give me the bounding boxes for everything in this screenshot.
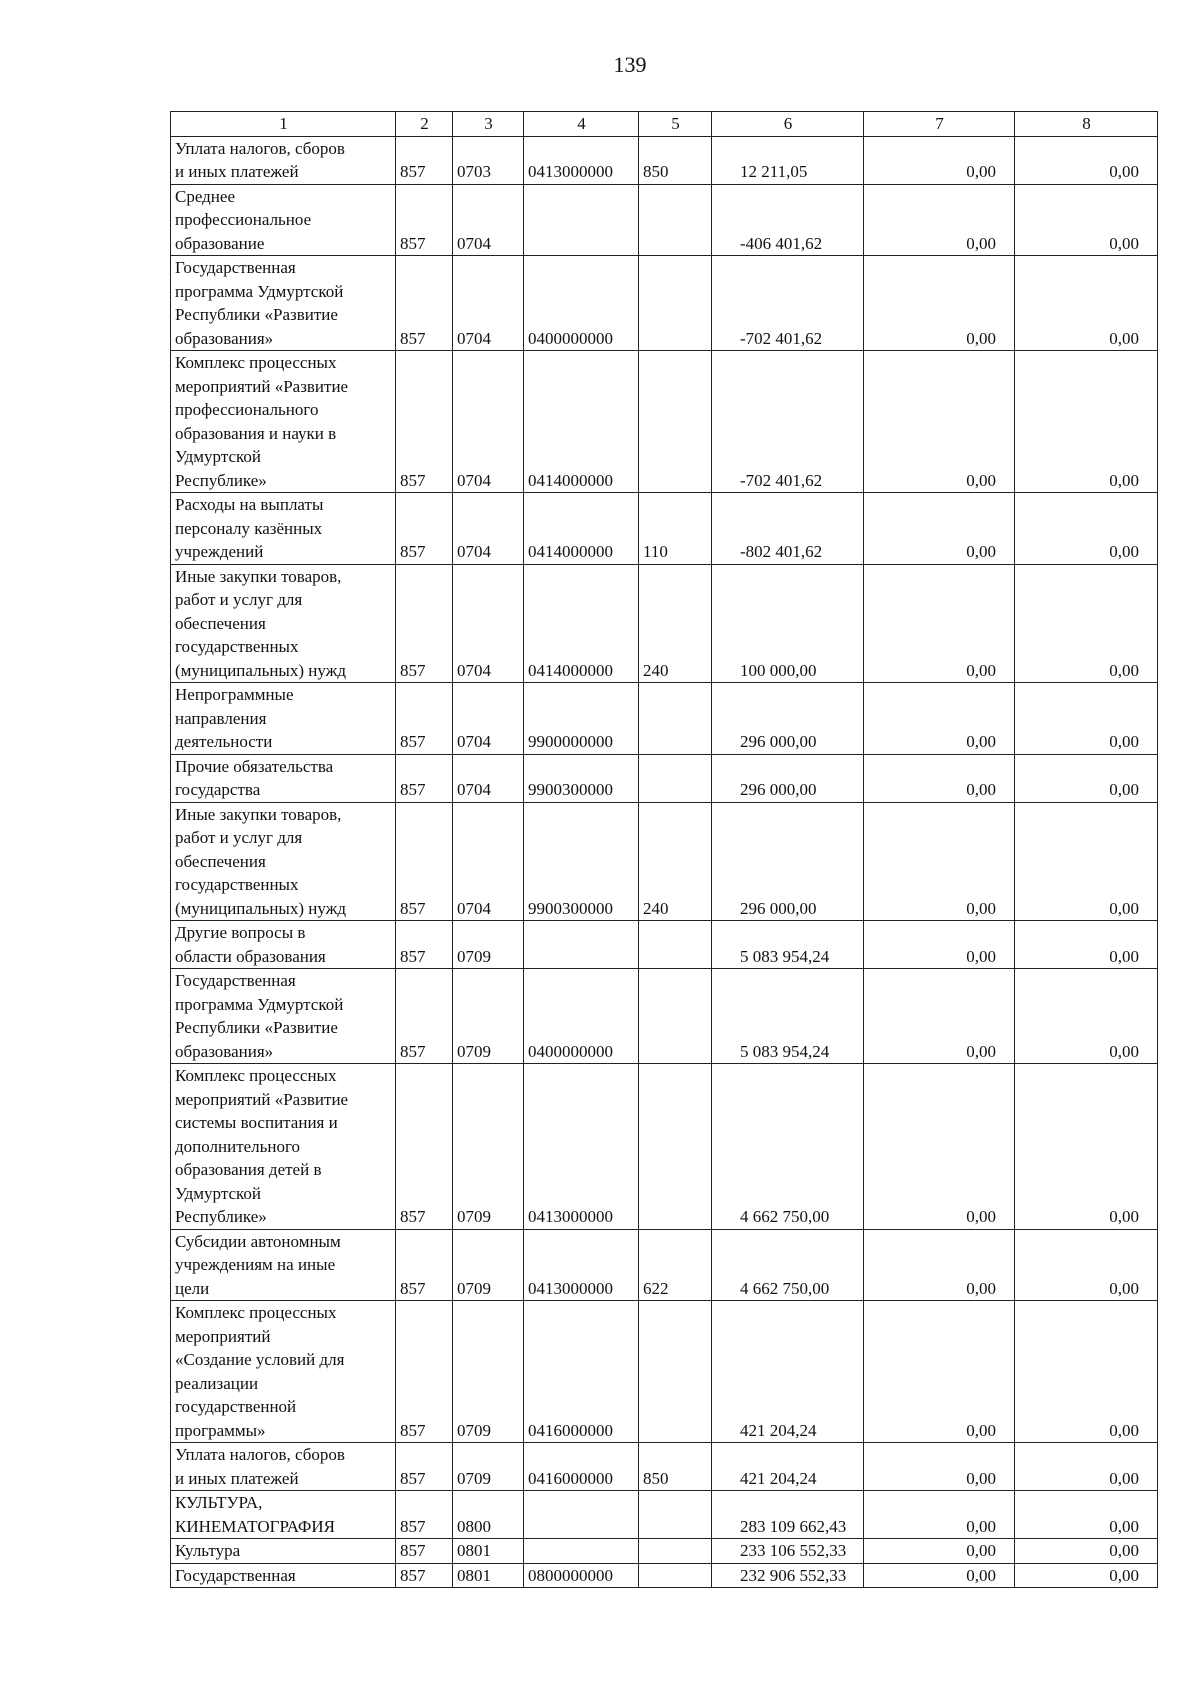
amount-col7: 0,00	[864, 969, 1015, 1064]
table-row	[171, 256, 1158, 351]
row-name-line: профессионального	[175, 400, 319, 419]
ved-code: 857	[396, 1491, 453, 1539]
amount-col8: 0,00	[1015, 184, 1158, 256]
table-row	[171, 1563, 1158, 1588]
section-code: 0704	[453, 256, 524, 351]
ved-code: 857	[396, 1563, 453, 1588]
row-name	[171, 1229, 396, 1301]
amount-col6: 100 000,00	[712, 564, 864, 683]
row-name-line: Удмуртской	[175, 1183, 262, 1203]
target-article-code: 0400000000	[524, 256, 639, 351]
section-code: 0704	[453, 754, 524, 802]
target-article-code: 0416000000	[524, 1443, 639, 1491]
header-cell: 5	[639, 112, 712, 137]
expense-type-code	[639, 683, 712, 755]
amount-col6: 283 109 662,43	[712, 1491, 864, 1539]
row-name-line: обеспечения	[175, 851, 266, 871]
row-name-line: (муниципальных) нужд	[175, 660, 347, 680]
row-name-line: работ и услуг для	[175, 828, 303, 847]
expense-type-code: 850	[639, 136, 712, 184]
table-row	[171, 969, 1158, 1064]
amount-col8: 0,00	[1015, 351, 1158, 493]
section-code: 0801	[453, 1563, 524, 1588]
row-name-line: Республике»	[175, 1207, 267, 1226]
budget-table	[170, 111, 1158, 1588]
row-name-line: Среднее	[175, 186, 235, 206]
row-name-line: и иных платежей	[175, 1468, 299, 1488]
amount-col6: 421 204,24	[712, 1443, 864, 1491]
row-name-line: деятельности	[175, 732, 273, 751]
row-name-line: программа Удмуртской	[175, 994, 344, 1014]
amount-col8: 0,00	[1015, 1301, 1158, 1443]
section-code: 0704	[453, 184, 524, 256]
row-name-line: области образования	[175, 946, 326, 966]
section-code: 0704	[453, 351, 524, 493]
ved-code: 857	[396, 683, 453, 755]
section-code: 0704	[453, 564, 524, 683]
row-name	[171, 1301, 396, 1443]
ved-code: 857	[396, 1443, 453, 1491]
row-name-line: обеспечения	[175, 613, 266, 633]
amount-col6: 296 000,00	[712, 754, 864, 802]
amount-col8: 0,00	[1015, 493, 1158, 565]
table-row	[171, 1443, 1158, 1491]
row-name	[171, 969, 396, 1064]
row-name-line: Субсидии автономным	[175, 1231, 341, 1251]
table-header-row	[171, 112, 1158, 137]
expense-type-code: 850	[639, 1443, 712, 1491]
amount-col8: 0,00	[1015, 1064, 1158, 1230]
ved-code: 857	[396, 754, 453, 802]
ved-code: 857	[396, 802, 453, 921]
row-name-line: Уплата налогов, сборов	[175, 1445, 345, 1464]
row-name-line: и иных платежей	[175, 162, 299, 181]
target-article-code: 0400000000	[524, 969, 639, 1064]
row-name-line: Прочие обязательства	[175, 756, 334, 776]
expense-type-code	[639, 1064, 712, 1230]
row-name	[171, 754, 396, 802]
header-cell: 7	[864, 112, 1015, 137]
section-code: 0704	[453, 683, 524, 755]
row-name-line: Государственная	[175, 1565, 296, 1585]
row-name	[171, 1563, 396, 1588]
expense-type-code	[639, 1301, 712, 1443]
amount-col6: 296 000,00	[712, 683, 864, 755]
ved-code: 857	[396, 564, 453, 683]
row-name-line: программы»	[175, 1420, 266, 1440]
row-name-line: государственных	[175, 637, 299, 656]
row-name	[171, 1443, 396, 1491]
section-code: 0800	[453, 1491, 524, 1539]
row-name-line: системы воспитания и	[175, 1113, 338, 1132]
expense-type-code	[639, 184, 712, 256]
target-article-code: 0416000000	[524, 1301, 639, 1443]
amount-col8: 0,00	[1015, 256, 1158, 351]
section-code: 0709	[453, 1443, 524, 1491]
row-name	[171, 1539, 396, 1564]
row-name-line: мероприятий «Развитие	[175, 1089, 349, 1109]
expense-type-code: 240	[639, 564, 712, 683]
row-name-line: образования»	[175, 328, 274, 348]
row-name-line: Уплата налогов, сборов	[175, 138, 345, 158]
amount-col8: 0,00	[1015, 564, 1158, 683]
ved-code: 857	[396, 136, 453, 184]
table-row	[171, 351, 1158, 493]
amount-col8: 0,00	[1015, 1491, 1158, 1539]
target-article-code: 0413000000	[524, 1064, 639, 1230]
ved-code: 857	[396, 969, 453, 1064]
row-name-line: Культура	[175, 1541, 241, 1560]
amount-col6: 5 083 954,24	[712, 969, 864, 1064]
amount-col6: -802 401,62	[712, 493, 864, 565]
amount-col7: 0,00	[864, 564, 1015, 683]
amount-col7: 0,00	[864, 1539, 1015, 1564]
amount-col8: 0,00	[1015, 1229, 1158, 1301]
table-row	[171, 1539, 1158, 1564]
expense-type-code	[639, 921, 712, 969]
table-row	[171, 564, 1158, 683]
page-number: 139	[613, 52, 647, 77]
table-row	[171, 683, 1158, 755]
expense-type-code	[639, 351, 712, 493]
header-cell: 8	[1015, 112, 1158, 137]
amount-col7: 0,00	[864, 754, 1015, 802]
row-name-line: Государственная	[175, 258, 296, 277]
row-name-line: Государственная	[175, 971, 296, 990]
row-name-line: Республики «Развитие	[175, 1018, 338, 1037]
target-article-code: 0414000000	[524, 564, 639, 683]
amount-col6: 5 083 954,24	[712, 921, 864, 969]
target-article-code	[524, 1491, 639, 1539]
expense-type-code: 622	[639, 1229, 712, 1301]
target-article-code	[524, 1539, 639, 1564]
amount-col6: 421 204,24	[712, 1301, 864, 1443]
amount-col8: 0,00	[1015, 969, 1158, 1064]
row-name-line: Иные закупки товаров,	[175, 804, 342, 824]
amount-col7: 0,00	[864, 1064, 1015, 1230]
row-name-line: Удмуртской	[175, 447, 262, 466]
amount-col6: 232 906 552,33	[712, 1563, 864, 1588]
row-name-line: дополнительного	[175, 1136, 301, 1156]
ved-code: 857	[396, 351, 453, 493]
amount-col7: 0,00	[864, 1301, 1015, 1443]
amount-col7: 0,00	[864, 1443, 1015, 1491]
amount-col8: 0,00	[1015, 1539, 1158, 1564]
amount-col7: 0,00	[864, 1491, 1015, 1539]
amount-col7: 0,00	[864, 351, 1015, 493]
row-name-line: Расходы на выплаты	[175, 495, 324, 514]
section-code: 0709	[453, 921, 524, 969]
row-name	[171, 921, 396, 969]
table-row	[171, 754, 1158, 802]
header-cell: 6	[712, 112, 864, 137]
target-article-code	[524, 921, 639, 969]
row-name-line: цели	[175, 1278, 210, 1298]
expense-type-code	[639, 256, 712, 351]
amount-col6: 12 211,05	[712, 136, 864, 184]
amount-col7: 0,00	[864, 683, 1015, 755]
ved-code: 857	[396, 1301, 453, 1443]
section-code: 0709	[453, 1064, 524, 1230]
expense-type-code: 110	[639, 493, 712, 565]
row-name-line: государственной	[175, 1397, 297, 1416]
target-article-code: 0414000000	[524, 493, 639, 565]
row-name-line: Иные закупки товаров,	[175, 566, 342, 586]
row-name-line: мероприятий	[175, 1326, 271, 1346]
amount-col7: 0,00	[864, 1229, 1015, 1301]
expense-type-code	[639, 1491, 712, 1539]
header-cell: 4	[524, 112, 639, 137]
row-name-line: работ и услуг для	[175, 590, 303, 609]
row-name-line: «Создание условий для	[175, 1350, 345, 1369]
row-name	[171, 351, 396, 493]
expense-type-code	[639, 1563, 712, 1588]
ved-code: 857	[396, 1539, 453, 1564]
expense-type-code	[639, 969, 712, 1064]
target-article-code: 9900300000	[524, 754, 639, 802]
amount-col8: 0,00	[1015, 136, 1158, 184]
row-name	[171, 136, 396, 184]
expense-type-code	[639, 1539, 712, 1564]
amount-col7: 0,00	[864, 184, 1015, 256]
amount-col8: 0,00	[1015, 1563, 1158, 1588]
row-name	[171, 256, 396, 351]
section-code: 0704	[453, 493, 524, 565]
section-code: 0703	[453, 136, 524, 184]
expense-type-code	[639, 754, 712, 802]
amount-col8: 0,00	[1015, 683, 1158, 755]
amount-col8: 0,00	[1015, 754, 1158, 802]
row-name-line: Комплекс процессных	[175, 353, 337, 372]
row-name-line: (муниципальных) нужд	[175, 898, 347, 918]
amount-col6: 296 000,00	[712, 802, 864, 921]
ved-code: 857	[396, 493, 453, 565]
target-article-code: 0413000000	[524, 136, 639, 184]
table-row	[171, 921, 1158, 969]
row-name-line: Республики «Развитие	[175, 305, 338, 324]
amount-col6: 4 662 750,00	[712, 1064, 864, 1230]
row-name-line: КУЛЬТУРА,	[175, 1493, 263, 1512]
target-article-code: 0413000000	[524, 1229, 639, 1301]
target-article-code: 0800000000	[524, 1563, 639, 1588]
target-article-code	[524, 184, 639, 256]
row-name-line: Другие вопросы в	[175, 923, 306, 942]
ved-code: 857	[396, 184, 453, 256]
row-name-line: государственных	[175, 875, 299, 894]
amount-col7: 0,00	[864, 493, 1015, 565]
section-code: 0801	[453, 1539, 524, 1564]
row-name-line: персоналу казённых	[175, 518, 323, 538]
ved-code: 857	[396, 256, 453, 351]
header-cell: 2	[396, 112, 453, 137]
table-row	[171, 493, 1158, 565]
row-name	[171, 564, 396, 683]
row-name	[171, 1491, 396, 1539]
amount-col8: 0,00	[1015, 802, 1158, 921]
section-code: 0709	[453, 1229, 524, 1301]
ved-code: 857	[396, 921, 453, 969]
row-name-line: профессиональное	[175, 210, 312, 229]
amount-col6: -702 401,62	[712, 351, 864, 493]
section-code: 0704	[453, 802, 524, 921]
section-code: 0709	[453, 969, 524, 1064]
row-name-line: реализации	[175, 1373, 259, 1393]
row-name-line: Комплекс процессных	[175, 1303, 337, 1322]
row-name	[171, 493, 396, 565]
table-row	[171, 1229, 1158, 1301]
amount-col6: 233 106 552,33	[712, 1539, 864, 1564]
row-name-line: образования детей в	[175, 1160, 322, 1179]
target-article-code: 0414000000	[524, 351, 639, 493]
row-name-line: образования и науки в	[175, 423, 337, 443]
row-name	[171, 1064, 396, 1230]
table-row	[171, 1301, 1158, 1443]
amount-col7: 0,00	[864, 802, 1015, 921]
row-name	[171, 184, 396, 256]
row-name-line: Комплекс процессных	[175, 1066, 337, 1085]
row-name-line: учреждений	[175, 542, 264, 561]
table-row	[171, 802, 1158, 921]
amount-col8: 0,00	[1015, 1443, 1158, 1491]
header-cell: 3	[453, 112, 524, 137]
row-name	[171, 683, 396, 755]
ved-code: 857	[396, 1229, 453, 1301]
table-row	[171, 1491, 1158, 1539]
amount-col6: -702 401,62	[712, 256, 864, 351]
amount-col6: 4 662 750,00	[712, 1229, 864, 1301]
row-name	[171, 802, 396, 921]
header-cell: 1	[171, 112, 396, 137]
amount-col7: 0,00	[864, 921, 1015, 969]
row-name-line: направления	[175, 708, 267, 728]
row-name-line: государства	[175, 780, 261, 799]
amount-col7: 0,00	[864, 256, 1015, 351]
target-article-code: 9900000000	[524, 683, 639, 755]
row-name-line: образование	[175, 233, 265, 253]
section-code: 0709	[453, 1301, 524, 1443]
row-name-line: образования»	[175, 1041, 274, 1061]
row-name-line: программа Удмуртской	[175, 281, 344, 301]
amount-col7: 0,00	[864, 136, 1015, 184]
table-row	[171, 1064, 1158, 1230]
amount-col7: 0,00	[864, 1563, 1015, 1588]
amount-col6: -406 401,62	[712, 184, 864, 256]
target-article-code: 9900300000	[524, 802, 639, 921]
table-row	[171, 136, 1158, 184]
row-name-line: мероприятий «Развитие	[175, 376, 349, 396]
row-name-line: Непрограммные	[175, 685, 294, 704]
expense-type-code: 240	[639, 802, 712, 921]
row-name-line: учреждениям на иные	[175, 1255, 336, 1274]
row-name-line: КИНЕМАТОГРАФИЯ	[175, 1516, 335, 1536]
row-name-line: Республике»	[175, 470, 267, 490]
ved-code: 857	[396, 1064, 453, 1230]
amount-col8: 0,00	[1015, 921, 1158, 969]
table-row	[171, 184, 1158, 256]
